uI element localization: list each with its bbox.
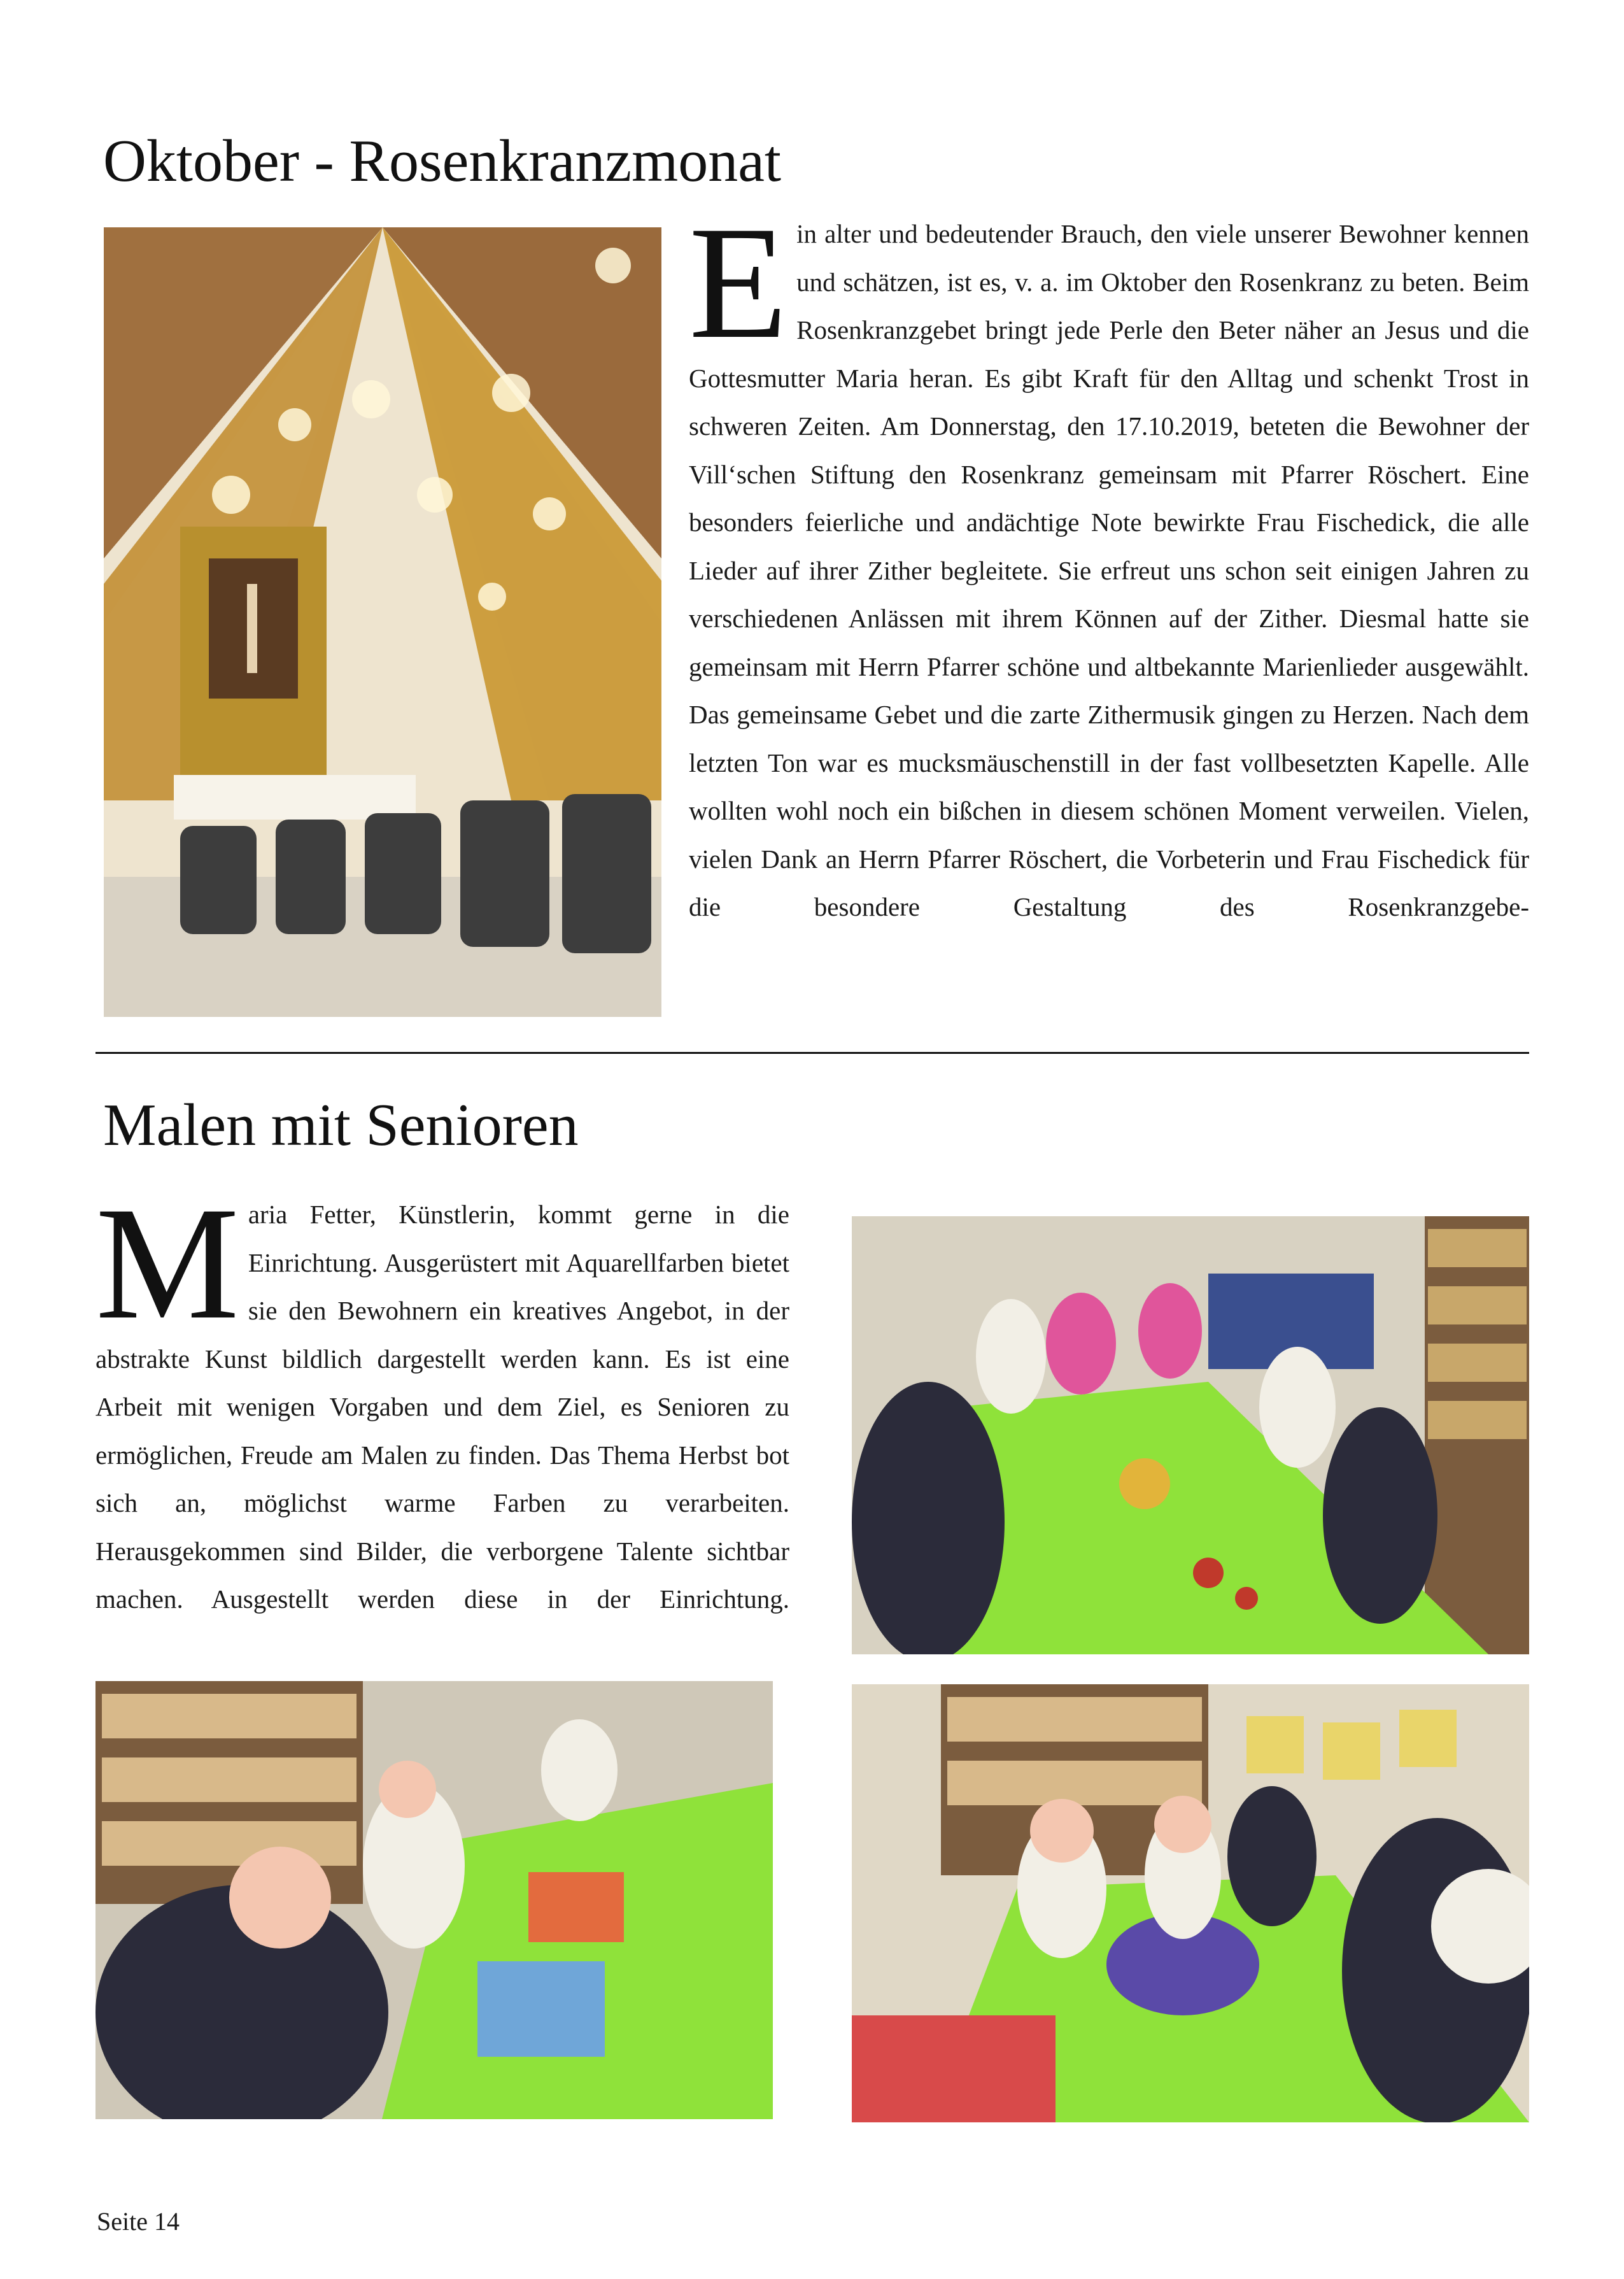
dropcap-e: E <box>689 193 788 372</box>
rosenkranz-paragraph: in alter und bedeutender Brauch, den viele unserer Bewohner kennen und schätzen, ist es, v. a. im Oktober den Rosenkranz zu beten. Beim Rosenkranzgebet bringt jede Perle den Beter näher an Jesus und die Gottesmutter Maria heran. Es gibt Kraft für den Alltag und schenkt Trost in schweren Zeiten. Am Donnerstag, den 17.10.2019, beteten die Bewohner der Vill‘schen Stiftung den Rosenkranz gemeinsam mit Pfarrer Röschert. Eine besonders feierliche und andächtige Note bewirkte Frau Fischedick, die alle Lieder auf ihrer Zither begleitete. Sie erfreut uns schon seit einigen Jahren zu verschiedenen Anlässen mit ihrem Können auf der Zither. Diesmal hatte sie gemeinsam mit Herrn Pfarrer schöne und altbekannte Marienlieder ausgewählt. Das gemeinsame Gebet und die zarte Zithermusik gingen zu Herzen. Nach dem letzten Ton war es mucksmäuschenstill in der fast vollbesetzten Kapelle. Alle wollten wohl noch ein bißchen in diesem schönen Moment verweilen. Vielen, vielen Dank an Herrn Pfarrer Röschert, die Vorbeterin und Frau Fischedick für die besondere Gestaltung des Rosenkranzgebe- <box>689 219 1529 921</box>
section-heading-malen: Malen mit Senioren <box>103 1092 579 1158</box>
painting-photo-3 <box>852 1684 1529 2122</box>
malen-article <box>95 1174 789 1624</box>
section-heading-rosenkranz: Oktober - Rosenkranzmonat <box>103 128 782 194</box>
painting-photo-1 <box>852 1216 1529 1654</box>
malen-paragraph: aria Fetter, Künstlerin, kommt gerne in die Einrichtung. Ausgerüstert mit Aquarellfarben bietet sie den Bewohnern ein kreatives Angebot, in der abstrakte Kunst bildlich dargestellt werden kann. Es ist eine Arbeit mit wenigen Vorgaben und dem Ziel, es Senioren zu ermöglichen, Freude am Malen zu finden. Das Thema Herbst bot sich an, möglichst warme Farben zu verarbeiten. Herausgekommen sind Bilder, die verborgene Talente sichtbar machen. Ausgestellt werden diese in der Einrichtung. <box>95 1200 789 1614</box>
painting-photo-2 <box>95 1681 773 2119</box>
chapel-photo <box>104 227 661 1017</box>
page-number: Seite 14 <box>97 2207 180 2236</box>
dropcap-m: M <box>95 1174 239 1352</box>
rosenkranz-article <box>689 193 1529 932</box>
section-divider <box>95 1052 1529 1054</box>
